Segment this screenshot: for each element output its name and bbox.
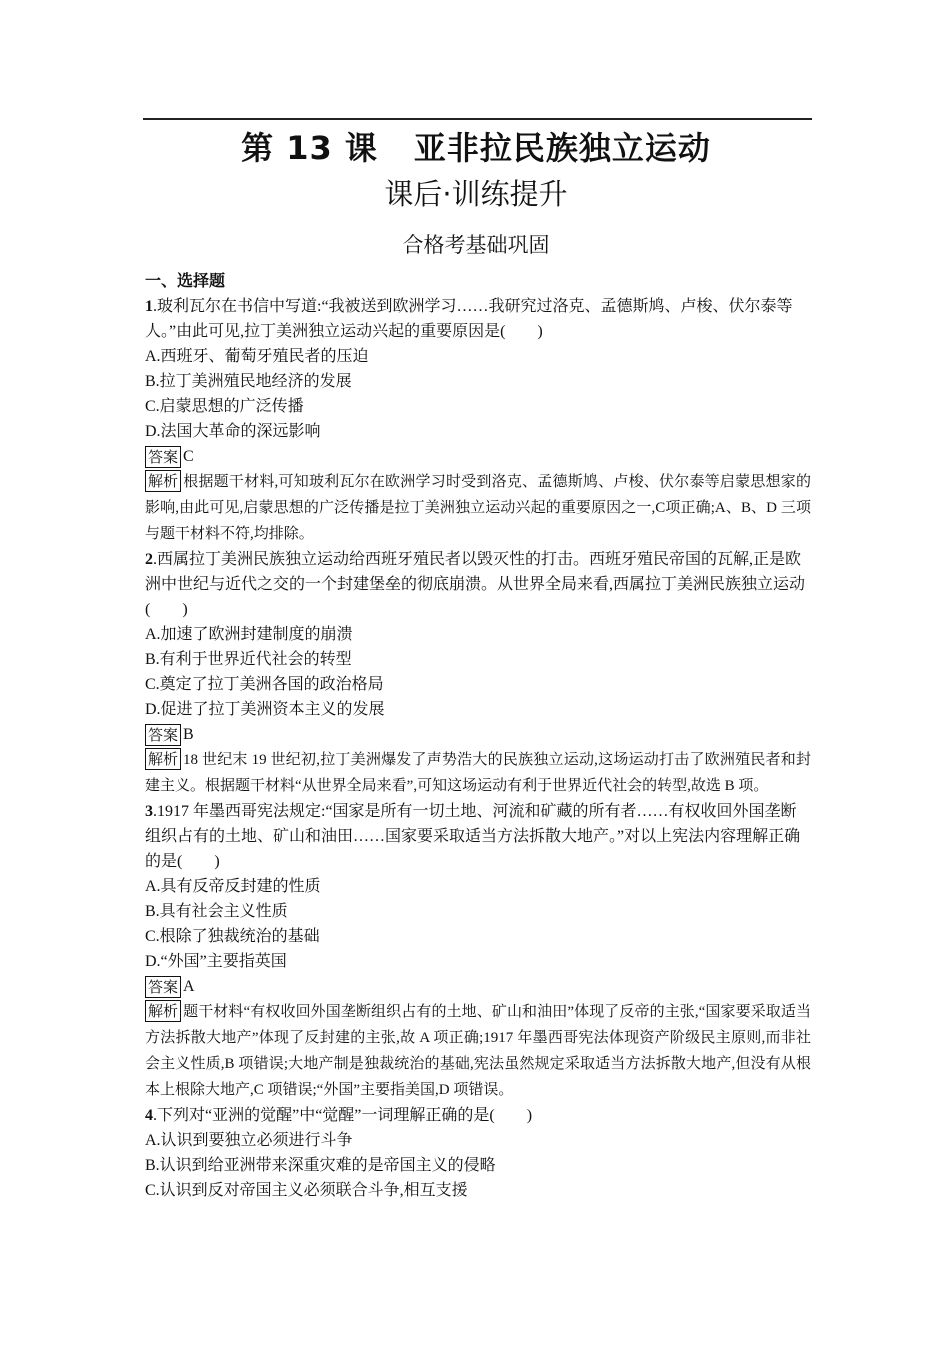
question-stem — [145, 1103, 811, 1128]
question-text: .1917 年墨西哥宪法规定:“国家是所有一切土地、河流和矿藏的所有者……有权收回外国垄断组织占有的土地、矿山和油田……国家要采取适当方法拆散大地产。”对以上宪法内容理解正确的是( ) — [145, 803, 801, 870]
analysis-tag: 解析 — [145, 470, 181, 492]
option-c: C.认识到反对帝国主义必须联合斗争,相互支援 — [145, 1182, 468, 1199]
analysis-text: 题干材料“有权收回外国垄断组织占有的土地、矿山和油田”体现了反帝的主张,“国家要采取适当方法拆散大地产”体现了反封建的主张,故 A 项正确;1917 年墨西哥宪法体现资产阶级民主原则,而非社会主义性质,B 项错误;大地产制是独裁统治的基础,宪法虽然规定采取适当方法拆散大地产,但没有从根本上根除大地产,C 项错误;“外国”主要指美国,D 项错误。 — [145, 1004, 811, 1098]
analysis-text: 根据题干材料,可知玻利瓦尔在欧洲学习时受到洛克、孟德斯鸠、卢梭、伏尔泰等启蒙思想家的影响,由此可见,启蒙思想的广泛传播是拉丁美洲独立运动兴起的重要原因之一,C项正确;A、B、D 三项与题干材料不符,均排除。 — [145, 474, 811, 542]
option-c: C.根除了独裁统治的基础 — [145, 928, 320, 945]
analysis — [145, 469, 811, 547]
option-c: C.奠定了拉丁美洲各国的政治格局 — [145, 676, 384, 693]
content-body — [145, 268, 811, 1203]
answer-value: A — [183, 978, 195, 995]
lesson-name: 亚非拉民族独立运动 — [413, 129, 711, 167]
answer-tag: 答案 — [145, 446, 181, 468]
answer-tag: 答案 — [145, 724, 181, 746]
question-stem — [145, 294, 811, 344]
option-a: A.具有反帝反封建的性质 — [145, 878, 321, 895]
question-1 — [145, 294, 811, 547]
lesson-title — [0, 124, 952, 172]
answer-value: B — [183, 726, 194, 743]
option-d: D.促进了拉丁美洲资本主义的发展 — [145, 701, 385, 718]
question-number: 3 — [145, 803, 153, 820]
option-a: A.加速了欧洲封建制度的崩溃 — [145, 626, 353, 643]
option-b: B.认识到给亚洲带来深重灾难的是帝国主义的侵略 — [145, 1157, 496, 1174]
top-rule — [143, 118, 812, 120]
level-heading: 合格考基础巩固 — [402, 233, 550, 257]
option-d: D.“外国”主要指英国 — [145, 953, 287, 970]
option-b: B.有利于世界近代社会的转型 — [145, 651, 352, 668]
option-b: B.拉丁美洲殖民地经济的发展 — [145, 373, 352, 390]
question-stem — [145, 799, 811, 874]
option-a: A.认识到要独立必须进行斗争 — [145, 1132, 353, 1149]
question-stem — [145, 547, 811, 622]
analysis-tag: 解析 — [145, 1000, 181, 1022]
question-4 — [145, 1103, 811, 1203]
section-heading: 一、选择题 — [145, 271, 226, 290]
answer-row — [145, 444, 811, 469]
question-2 — [145, 547, 811, 799]
question-text: .玻利瓦尔在书信中写道:“我被送到欧洲学习……我研究过洛克、孟德斯鸠、卢梭、伏尔泰等人。”由此可见,拉丁美洲独立运动兴起的重要原因是( ) — [145, 298, 793, 340]
analysis-tag: 解析 — [145, 748, 181, 770]
question-number: 1 — [145, 298, 153, 315]
analysis-text: 18 世纪末 19 世纪初,拉丁美洲爆发了声势浩大的民族独立运动,这场运动打击了欧洲殖民者和封建主义。根据题干材料“从世界全局来看”,可知这场运动有利于世界近代社会的转型,故选 B 项。 — [145, 752, 811, 794]
answer-tag: 答案 — [145, 976, 181, 998]
answer-row — [145, 974, 811, 999]
answer-row — [145, 722, 811, 747]
question-text: .西属拉丁美洲民族独立运动给西班牙殖民者以毁灭性的打击。西班牙殖民帝国的瓦解,正是欧洲中世纪与近代之交的一个封建堡垒的彻底崩溃。从世界全局来看,西属拉丁美洲民族独立运动( ) — [145, 551, 806, 618]
page-subtitle: 课后·训练提升 — [384, 177, 568, 211]
option-a: A.西班牙、葡萄牙殖民者的压迫 — [145, 348, 369, 365]
question-number: 4 — [145, 1107, 153, 1124]
option-b: B.具有社会主义性质 — [145, 903, 288, 920]
question-3 — [145, 799, 811, 1103]
analysis — [145, 747, 811, 799]
lesson-number: 第 13 课 — [241, 129, 378, 167]
analysis — [145, 999, 811, 1103]
option-d: D.法国大革命的深远影响 — [145, 423, 321, 440]
question-text: .下列对“亚洲的觉醒”中“觉醒”一词理解正确的是( ) — [153, 1107, 533, 1124]
question-number: 2 — [145, 551, 153, 568]
answer-value: C — [183, 448, 194, 465]
option-c: C.启蒙思想的广泛传播 — [145, 398, 304, 415]
